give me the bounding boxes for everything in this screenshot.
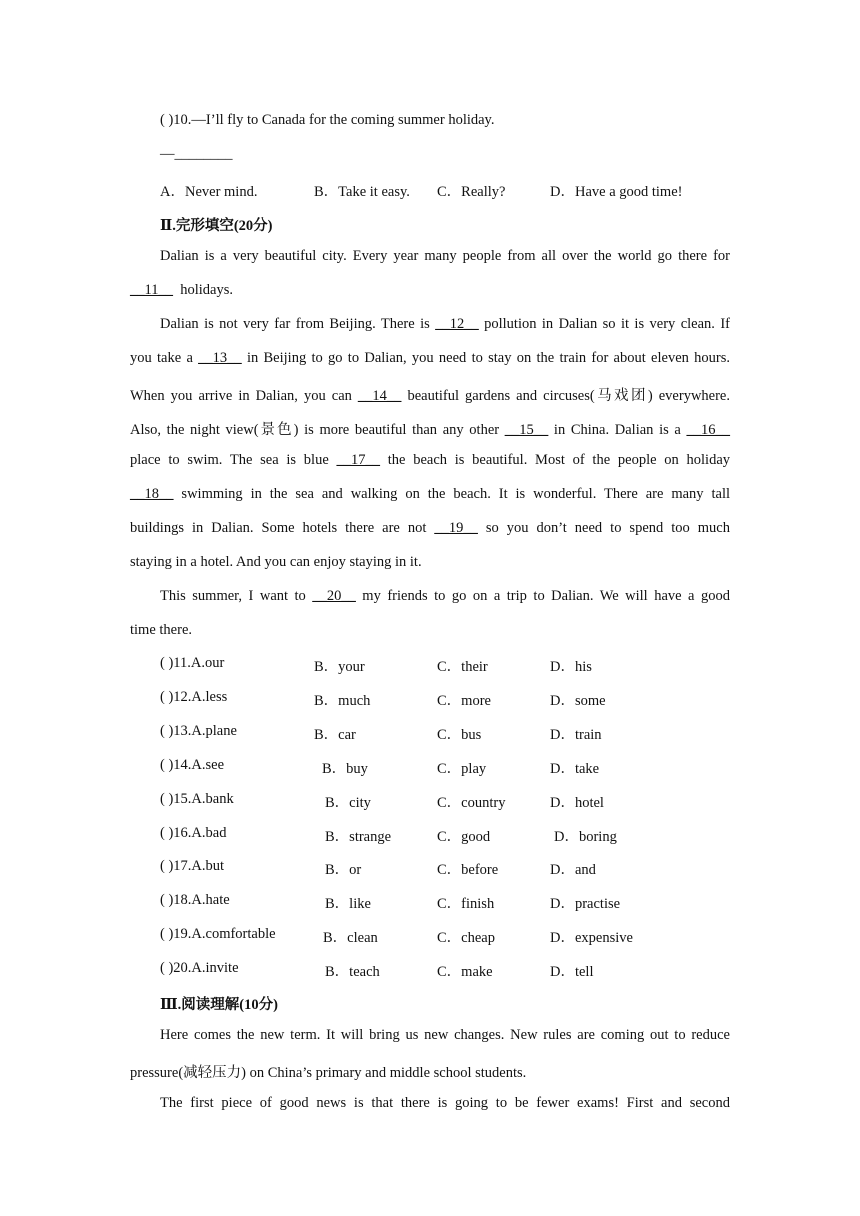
q10-stem: ( )10.—I’ll fly to Canada for the coming summer holiday.: [160, 112, 495, 128]
blank-18: __18__: [130, 486, 174, 502]
cloze-text: in China. Dalian is a: [548, 422, 687, 438]
section-2-heading: Ⅱ.完形填空(20分): [160, 218, 273, 234]
cloze-text: When you arrive in Dalian, you can: [130, 388, 358, 404]
cloze-text: you take a: [130, 350, 199, 366]
blank-14: __14__: [357, 388, 402, 404]
blank-12: __12__: [435, 316, 479, 332]
question-stem: ( )15.A.bank: [160, 791, 234, 807]
blank-15: __15__: [504, 422, 549, 438]
blank-17: __17__: [336, 452, 381, 468]
cloze-p1-line2-text: holidays.: [172, 282, 233, 298]
q10-option-c: C．Really?: [437, 184, 506, 200]
cloze-p3-line2: time there.: [130, 622, 193, 638]
blank-11: __11__: [130, 282, 173, 298]
cloze-p1-line1: Dalian is a very beautiful city. Every year many people from all over the world go there for: [160, 248, 730, 264]
cloze-text: place to swim. The sea is blue: [130, 452, 337, 468]
blank-16: __16__: [686, 422, 731, 438]
option-b: B．your: [314, 659, 365, 675]
reading-p1-line2: pressure(减轻压力) on China’s primary and middle school students.: [130, 1065, 527, 1081]
cloze-text: the beach is beautiful. Most of the people on holiday: [380, 452, 731, 468]
question-stem: ( )17.A.but: [160, 858, 225, 874]
q10-answer-line: —________: [160, 146, 233, 162]
option-c: C．bus: [437, 727, 482, 743]
option-c: C．their: [437, 659, 488, 675]
q10-option-b: B．Take it easy.: [314, 184, 410, 200]
option-d: D．practise: [550, 896, 621, 912]
option-b: B．or: [325, 862, 362, 878]
reading-p1-line1: Here comes the new term. It will bring us new changes. New rules are coming out to reduce: [160, 1027, 730, 1043]
cloze-text: buildings in Dalian. Some hotels there are not: [130, 520, 435, 536]
reading-p2-line1: The first piece of good news is that there is going to be fewer exams! First and second: [160, 1095, 730, 1111]
option-c: C．before: [437, 862, 499, 878]
question-stem: ( )16.A.bad: [160, 825, 227, 841]
option-d: D．train: [550, 727, 602, 743]
option-b: B．clean: [323, 930, 378, 946]
option-c: C．play: [437, 761, 487, 777]
option-c: C．make: [437, 964, 493, 980]
option-d: D．some: [550, 693, 606, 709]
blank-19: __19__: [434, 520, 478, 536]
cloze-text: Dalian is not very far from Beijing. There is: [160, 316, 436, 332]
section-3-heading: Ⅲ.阅读理解(10分): [160, 997, 278, 1013]
question-stem: ( )20.A.invite: [160, 960, 239, 976]
option-c: C．good: [437, 829, 491, 845]
option-d: D．boring: [554, 829, 617, 845]
option-d: D．hotel: [550, 795, 604, 811]
option-b: B．much: [314, 693, 371, 709]
cloze-p2-line6: [130, 486, 730, 503]
option-b: B．like: [325, 896, 371, 912]
option-b: B．car: [314, 727, 356, 743]
option-d: D．take: [550, 761, 600, 777]
question-stem: ( )11.A.our: [160, 655, 225, 671]
cloze-text: pollution in Dalian so it is very clean. If: [478, 316, 730, 332]
option-c: C．finish: [437, 896, 495, 912]
cloze-p2-line8: staying in a hotel. And you can enjoy staying in it.: [130, 554, 422, 570]
option-b: B．strange: [325, 829, 392, 845]
cloze-p2-line4: [130, 418, 730, 439]
cloze-text: so you don’t need to spend too much: [477, 520, 730, 536]
cloze-text: beautiful gardens and circuses(马戏团) everywhere.: [401, 388, 730, 404]
option-b: B．city: [325, 795, 371, 811]
question-stem: ( )18.A.hate: [160, 892, 230, 908]
blank-13: __13__: [198, 350, 242, 366]
cloze-text: in Beijing to go to Dalian, you need to stay on the train for about eleven hours.: [241, 350, 730, 366]
question-stem: ( )12.A.less: [160, 689, 228, 705]
option-d: D．and: [550, 862, 596, 878]
question-stem: ( )14.A.see: [160, 757, 225, 773]
cloze-text: my friends to go on a trip to Dalian. We will have a good: [355, 588, 730, 604]
option-c: C．cheap: [437, 930, 495, 946]
question-stem: ( )19.A.comfortable: [160, 926, 276, 942]
question-stem: ( )13.A.plane: [160, 723, 237, 739]
option-d: D．his: [550, 659, 592, 675]
cloze-p2-line7: [130, 520, 730, 537]
cloze-p3-line1: [130, 588, 730, 605]
q10-option-d: D．Have a good time!: [550, 184, 683, 200]
option-b: B．buy: [322, 761, 368, 777]
option-c: C．more: [437, 693, 491, 709]
cloze-text: This summer, I want to: [160, 588, 313, 604]
q10-option-a: A．Never mind.: [160, 184, 258, 200]
cloze-p1-line2: [130, 282, 233, 299]
cloze-text: swimming in the sea and walking on the beach. It is wonderful. There are many tall: [173, 486, 730, 502]
cloze-p2-line2: [130, 350, 730, 367]
option-c: C．country: [437, 795, 506, 811]
option-d: D．expensive: [550, 930, 633, 946]
option-d: D．tell: [550, 964, 594, 980]
cloze-text: Also, the night view(景色) is more beautiful than any other: [130, 422, 505, 438]
cloze-p2-line3: [130, 384, 730, 405]
blank-20: __20__: [312, 588, 356, 604]
cloze-p2-line1: [130, 316, 730, 333]
option-b: B．teach: [325, 964, 380, 980]
cloze-p2-line5: [130, 452, 730, 469]
